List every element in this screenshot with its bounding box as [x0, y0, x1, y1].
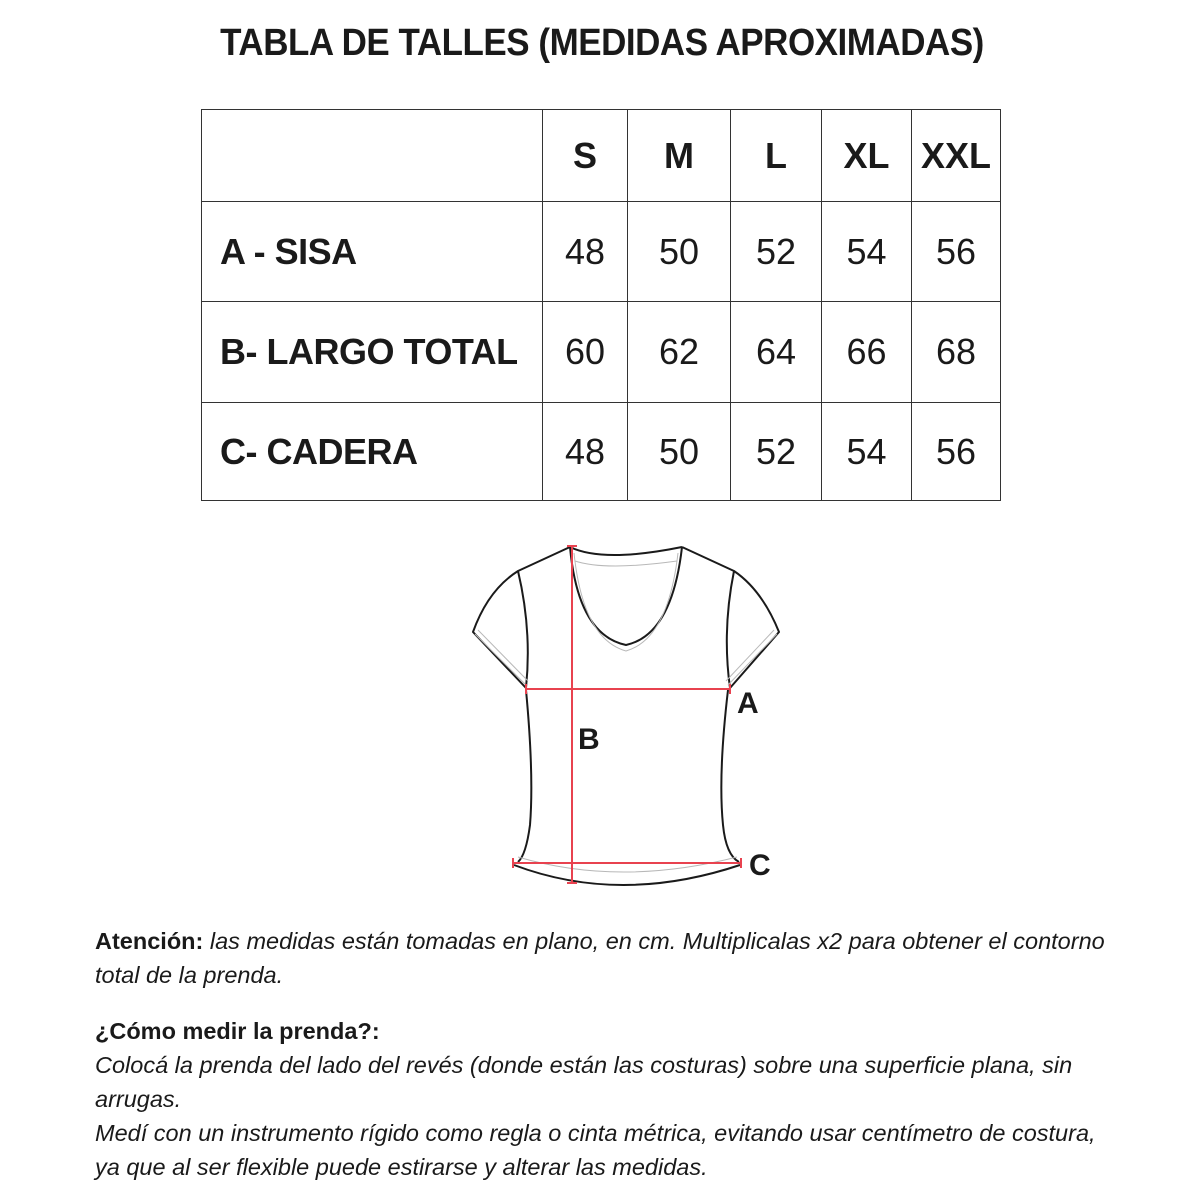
size-table [201, 109, 1001, 501]
cell-value: 54 [822, 403, 912, 501]
cell-value: 68 [912, 302, 1001, 403]
cell-value: 52 [731, 403, 822, 501]
attention-note [95, 924, 1125, 992]
label-a: A [737, 687, 759, 720]
size-header-xxl: XXL [912, 110, 1001, 202]
cell-value: 48 [543, 202, 628, 302]
cell-value: 48 [543, 403, 628, 501]
attention-label: Atención: [95, 928, 204, 954]
cell-value: 54 [822, 202, 912, 302]
size-header-s: S [543, 110, 628, 202]
cell-value: 56 [912, 202, 1001, 302]
size-header-m: M [628, 110, 731, 202]
label-c: C [749, 849, 771, 882]
attention-text: las medidas están tomadas en plano, en cm. Multiplicalas x2 para obtener el contorno total de la prenda. [95, 928, 1105, 988]
row-label: C- CADERA [202, 403, 543, 501]
table-header-row [202, 110, 1001, 202]
tshirt-stitching [475, 553, 777, 872]
cell-value: 50 [628, 202, 731, 302]
cell-value: 50 [628, 403, 731, 501]
tshirt-outline [473, 547, 779, 885]
cell-value: 52 [731, 202, 822, 302]
cell-value: 60 [543, 302, 628, 403]
page-title: TABLA DE TALLES (MEDIDAS APROXIMADAS) [220, 22, 984, 64]
measure-lines [513, 546, 741, 883]
size-header-xl: XL [822, 110, 912, 202]
label-b: B [578, 723, 600, 756]
row-label: A - SISA [202, 202, 543, 302]
row-label: B- LARGO TOTAL [202, 302, 543, 403]
cell-value: 64 [731, 302, 822, 403]
tshirt-diagram [460, 535, 790, 895]
table-row [202, 302, 1001, 403]
table-row [202, 403, 1001, 501]
empty-corner-cell [202, 110, 543, 202]
how-to-measure-title: ¿Cómo medir la prenda?: [95, 1018, 380, 1044]
how-to-measure [95, 1014, 1125, 1184]
cell-value: 62 [628, 302, 731, 403]
table-row [202, 202, 1001, 302]
size-header-l: L [731, 110, 822, 202]
cell-value: 56 [912, 403, 1001, 501]
cell-value: 66 [822, 302, 912, 403]
how-to-measure-step-2: Medí con un instrumento rígido como regla o cinta métrica, evitando usar centímetro de costura, ya que al ser flexible puede estirarse y alterar las medidas. [95, 1120, 1096, 1180]
how-to-measure-step-1: Colocá la prenda del lado del revés (donde están las costuras) sobre una superficie plana, sin arrugas. [95, 1052, 1073, 1112]
